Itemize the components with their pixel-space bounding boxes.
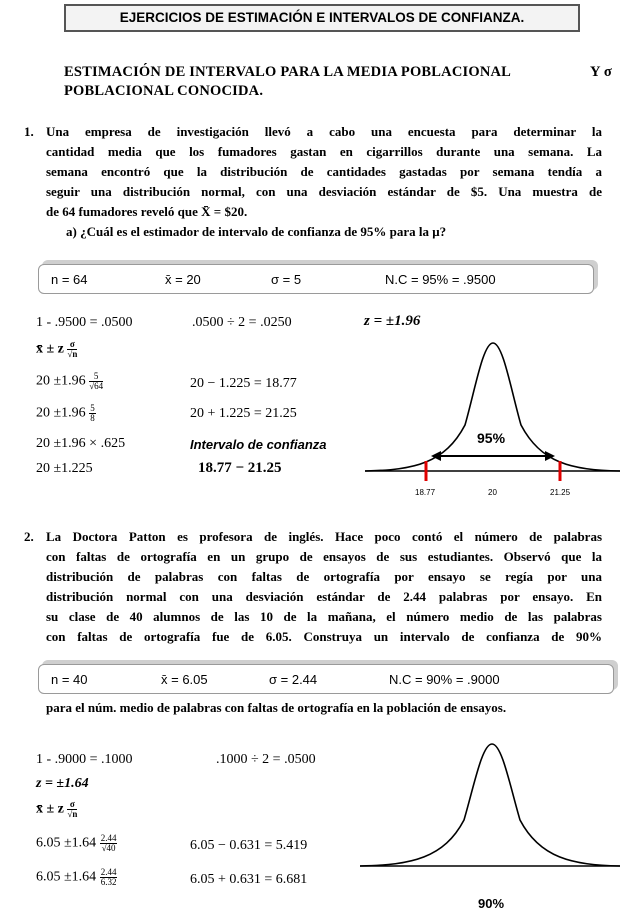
- p1-curve-mid-label: 20: [488, 488, 497, 497]
- p1-curve-left-label: 18.77: [415, 488, 436, 497]
- banner-nc: N.C = 90% = .9000: [389, 672, 500, 687]
- problem2-line: su clase de 40 alumnos de las 10 de la mañana, el número medio de las palabras: [46, 609, 602, 624]
- p1-work-3a: 20 ±1.96 $\frac{5}{√64}$: [36, 371, 104, 391]
- problem1-line: cantidad media que los fumadores gastan en cigarrillos durante una semana. La: [46, 144, 602, 159]
- p1-work-4b: 20 + 1.225 = 21.25: [190, 406, 297, 421]
- problem1-question: a) ¿Cuál es el estimador de intervalo de confianza de 95% para la μ?: [66, 224, 447, 239]
- problem2-line: distribución de palabras con faltas de ortografía por ensayo se regía por una: [46, 569, 602, 584]
- problem2-number: 2.: [24, 529, 34, 544]
- banner-sigma: σ = 5: [271, 272, 302, 287]
- p2-curve-path: [360, 744, 620, 866]
- section-heading: [64, 63, 612, 101]
- problem1-number: 1.: [24, 124, 34, 139]
- p1-curve-pct: 95%: [477, 430, 506, 446]
- p1-normal-curve: [365, 335, 620, 505]
- problem2-line: con faltas de ortografía fue de 6.05. Construya un intervalo de confianza de 90%: [46, 629, 602, 644]
- problem2-line: con faltas de ortografía en un grupo de ensayos de sus estudiantes. Observó que la: [46, 549, 602, 564]
- p1-work-4a: 20 ±1.96 $\frac{5}{8}$: [36, 403, 95, 423]
- p1-z-value: z = ±1.96: [364, 313, 421, 329]
- banner-n: n = 40: [51, 672, 88, 687]
- p1-work-4a-fraction: $\frac{5}{8}$: [90, 403, 95, 423]
- p2-formula-fraction: $\frac{\sigma}{√n}$: [67, 799, 78, 819]
- banner-n: n = 64: [51, 272, 88, 287]
- problem1-line: Una empresa de investigación llevó a cabo una encuesta para determinar la: [46, 124, 602, 139]
- banner-sigma: σ = 2.44: [269, 672, 318, 687]
- p2-work-3b: 6.05 − 0.631 = 5.419: [190, 838, 308, 853]
- p2-z-value: z = ±1.64: [36, 776, 89, 791]
- p2-work-4a: 6.05 ±1.64 $\frac{2.44}{6.32}$: [36, 867, 117, 887]
- p1-curve-right-label: 21.25: [550, 488, 571, 497]
- p1-formula: x̄ ± z $\frac{\sigma}{√n}$: [36, 339, 78, 359]
- p1-interval-label: Intervalo de confianza: [190, 437, 327, 452]
- page-title: EJERCICIOS DE ESTIMACIÓN E INTERVALOS DE CONFIANZA.: [64, 4, 580, 32]
- banner-xbar: x̄ = 20: [165, 272, 201, 287]
- p1-work-3a-fraction: $\frac{5}{√64}$: [89, 371, 104, 391]
- p1-work-1b: .0500 ÷ 2 = .0250: [192, 315, 292, 330]
- heading-line1-left: ESTIMACIÓN DE INTERVALO PARA LA MEDIA POBLACIONAL: [64, 64, 512, 80]
- p2-work-1b: .1000 ÷ 2 = .0500: [216, 752, 316, 767]
- problem2-line: distribución normal con una desviación estándar de 2.44 palabras por ensayo. En: [46, 589, 602, 604]
- p1-work-6a: 20 ±1.225: [36, 461, 93, 476]
- problem2-continuation: para el núm. medio de palabras con faltas de ortografía en la población de ensayos.: [46, 700, 507, 715]
- p1-interval-result: 18.77 − 21.25: [198, 460, 282, 476]
- problem1-line: seguir una distribución normal, con una desviación estándar de $5. Una muestra de: [46, 184, 602, 199]
- problem1-line: semana encontró que la distribución de cantidades gastadas por semana tendía a: [46, 164, 602, 179]
- banner-nc: N.C = 95% = .9500: [385, 272, 496, 287]
- problem2-data-banner: [38, 664, 614, 694]
- p2-work-4b: 6.05 + 0.631 = 6.681: [190, 872, 308, 887]
- p1-work-3b: 20 − 1.225 = 18.77: [190, 376, 297, 391]
- heading-line1-right: Y σ: [589, 64, 612, 80]
- p1-curve-path: [365, 343, 620, 471]
- p2-work-3a: 6.05 ±1.64 $\frac{2.44}{√40}$: [36, 833, 117, 853]
- banner-xbar: x̄ = 6.05: [161, 672, 208, 687]
- p2-work-4a-fraction: $\frac{2.44}{6.32}$: [100, 867, 117, 887]
- heading-line2: POBLACIONAL CONOCIDA.: [64, 83, 264, 99]
- problem1-line: de 64 fumadores reveló que X̄ = $20.: [46, 204, 248, 219]
- p1-work-1a: 1 - .9500 = .0500: [36, 315, 133, 330]
- problem1-data-banner: [38, 264, 594, 294]
- p2-curve-pct: 90%: [478, 896, 505, 911]
- p2-work-1a: 1 - .9000 = .1000: [36, 752, 133, 767]
- problem2-line: La Doctora Patton es profesora de inglés. Hace poco contó el número de palabras: [46, 529, 602, 544]
- p1-work-5a: 20 ±1.96 × .625: [36, 436, 126, 451]
- p2-formula: x̄ ± z $\frac{\sigma}{√n}$: [36, 799, 78, 819]
- p2-normal-curve: [360, 738, 620, 888]
- p2-work-3a-fraction: $\frac{2.44}{√40}$: [100, 833, 117, 853]
- p1-formula-fraction: $\frac{\sigma}{√n}$: [67, 339, 78, 359]
